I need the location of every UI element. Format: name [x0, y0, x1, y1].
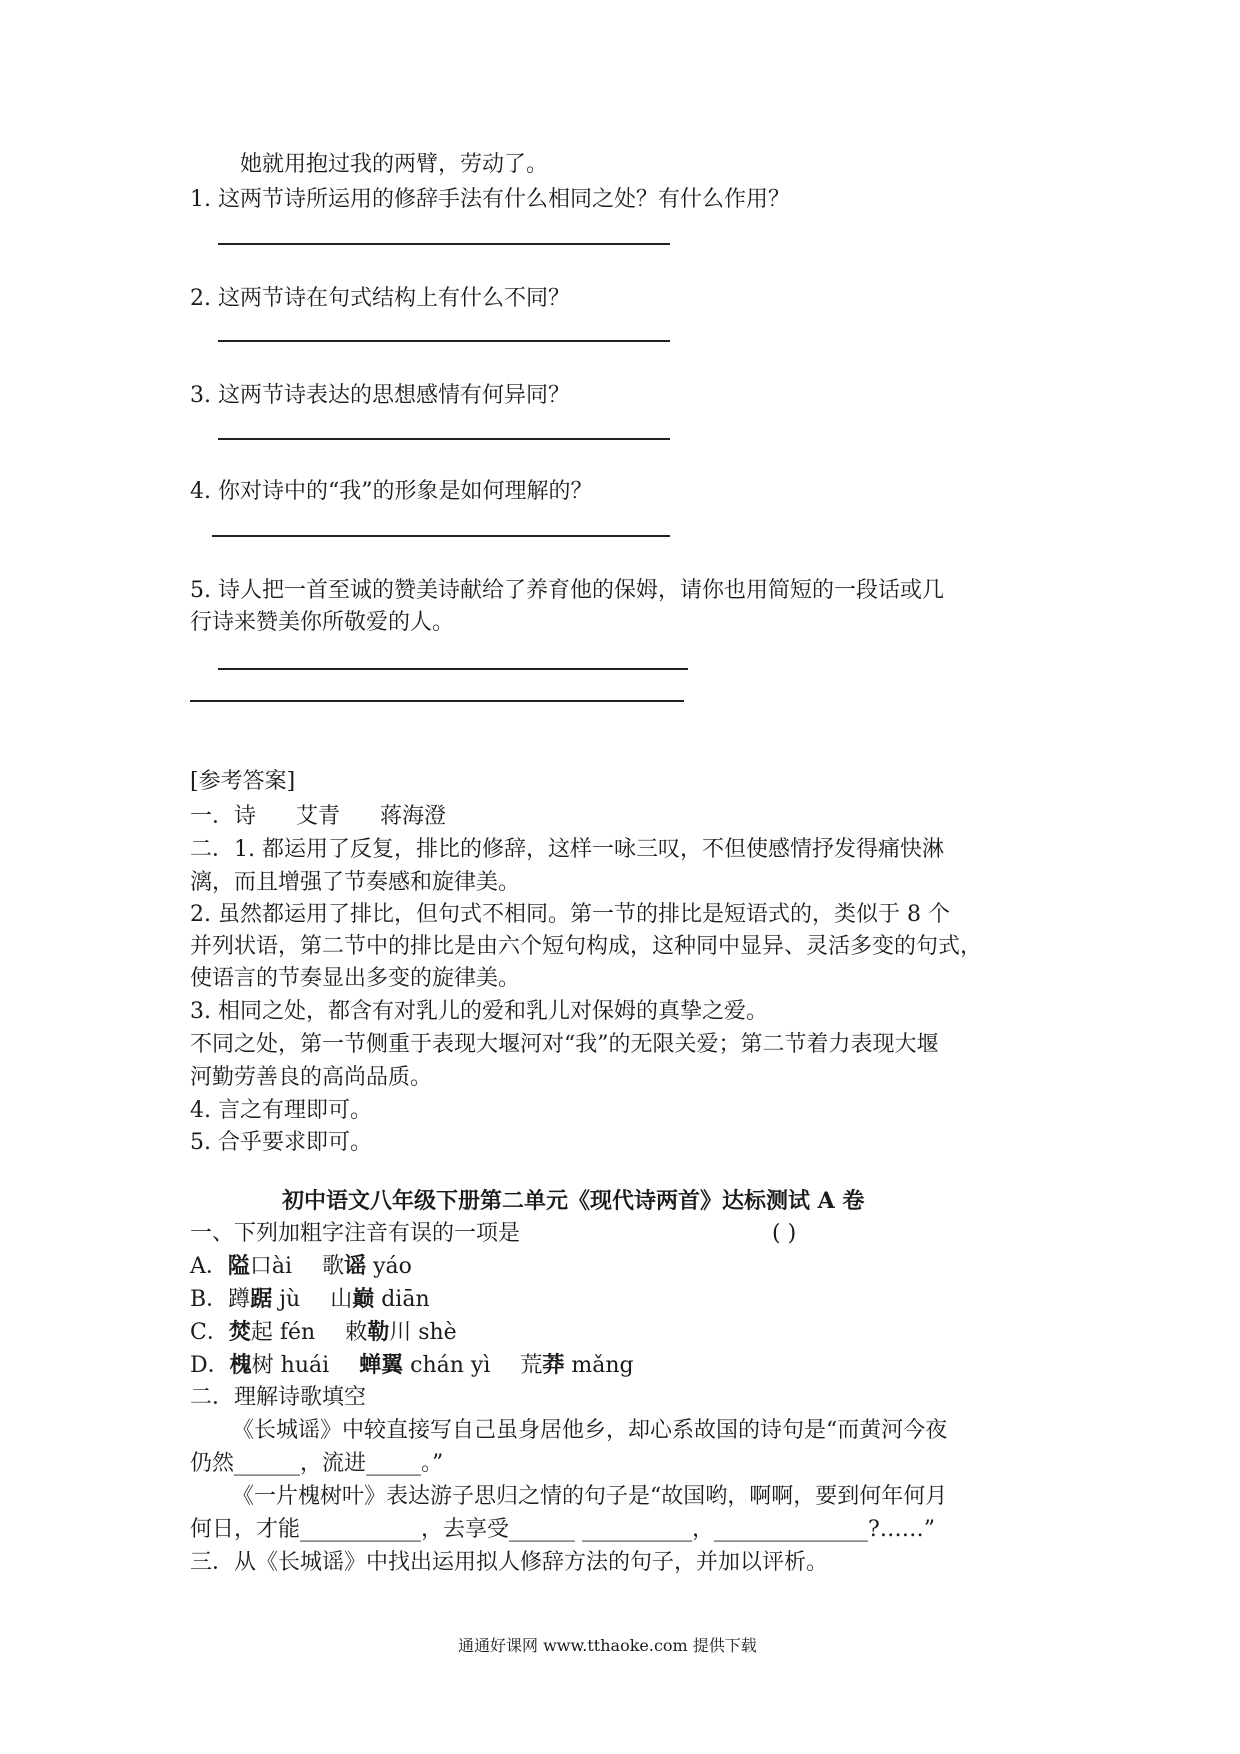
- answer-line-1[interactable]: [218, 243, 670, 245]
- question-5-line1: 5. 诗人把一首至诚的赞美诗献给了养育他的保姆，请你也用简短的一段话或几: [190, 578, 944, 603]
- bold-char: 勒: [367, 1319, 390, 1345]
- test-q2-line[interactable]: 仍然______，流进_____。”: [190, 1451, 444, 1476]
- answer-line-5a[interactable]: [218, 668, 688, 670]
- bold-char: 踞: [250, 1286, 273, 1312]
- answer-line-5b[interactable]: [190, 700, 684, 702]
- test-title: 初中语文八年级下册第二单元《现代诗两首》达标测试 A 卷: [282, 1188, 865, 1214]
- answer-line-4[interactable]: [212, 535, 670, 537]
- answer-line-2[interactable]: [218, 340, 670, 342]
- question-1: 1. 这两节诗所运用的修辞手法有什么相同之处？有什么作用？: [190, 187, 790, 212]
- answer-1-name2: 蒋海澄: [380, 804, 447, 829]
- answer-line: 使语言的节奏显出多变的旋律美。: [190, 966, 521, 991]
- bold-char: 莽: [542, 1352, 565, 1378]
- bold-char: 蝉翼: [359, 1352, 404, 1378]
- answer-1-prefix: 一．诗: [190, 804, 257, 829]
- bold-char: 隘: [227, 1253, 250, 1279]
- answer-line: 漓，而且增强了节奏感和旋律美。: [190, 870, 521, 895]
- question-2: 2. 这两节诗在句式结构上有什么不同？: [190, 286, 570, 311]
- test-q2-heading: 二．理解诗歌填空: [190, 1385, 367, 1410]
- test-q2-line: 《长城谣》中较直接写自己虽身居他乡，却心系故国的诗句是“而黄河今夜: [232, 1418, 948, 1443]
- answer-line: 5. 合乎要求即可。: [190, 1130, 372, 1155]
- question-3: 3. 这两节诗表达的思想感情有何异同？: [190, 383, 570, 408]
- answer-line: 二．1. 都运用了反复，排比的修辞，这样一咏三叹，不但使感情抒发得痛快淋: [190, 837, 944, 862]
- poem-last-line: 她就用抱过我的两臂，劳动了。: [240, 152, 549, 177]
- answer-1: [190, 806, 446, 828]
- footer-credit: 通通好课网 www.tthaoke.com 提供下载: [458, 1636, 757, 1655]
- answer-1-name1: 艾青: [296, 804, 341, 829]
- test-q1-bracket[interactable]: ( ): [772, 1221, 797, 1246]
- answer-line: 河勤劳善良的高尚品质。: [190, 1065, 433, 1090]
- option-c[interactable]: C．焚起 fén 敕勒川 shè: [190, 1319, 457, 1345]
- bold-char: 槐: [229, 1352, 252, 1378]
- answer-line: 并列状语，第二节中的排比是由六个短句构成，这种同中显异、灵活多变的句式，: [190, 934, 983, 959]
- option-d[interactable]: D．槐树 huái 蝉翼 chán yì 荒莽 mǎng: [190, 1352, 634, 1378]
- test-q2-line[interactable]: 何日，才能___________，去享受______ __________，______________?……”: [190, 1517, 936, 1542]
- bold-char: 巅: [352, 1286, 375, 1312]
- test-q1: 一、下列加粗字注音有误的一项是: [190, 1221, 521, 1246]
- option-a[interactable]: A．隘口ài 歌谣 yáo: [190, 1253, 412, 1279]
- bold-char: 焚: [228, 1319, 251, 1345]
- answer-line: 不同之处，第一节侧重于表现大堰河对“我”的无限关爱；第二节着力表现大堰: [190, 1032, 939, 1057]
- answers-heading: [参考答案]: [190, 769, 296, 794]
- test-q3: 三．从《长城谣》中找出运用拟人修辞方法的句子，并加以评析。: [190, 1550, 829, 1575]
- answer-line: 2. 虽然都运用了排比，但句式不相同。第一节的排比是短语式的，类似于 8 个: [190, 902, 950, 927]
- question-4: 4. 你对诗中的“我”的形象是如何理解的？: [190, 479, 593, 504]
- question-5-line2: 行诗来赞美你所敬爱的人。: [190, 610, 455, 635]
- option-b[interactable]: B．蹲踞 jù 山巅 diān: [190, 1286, 430, 1312]
- answer-line-3[interactable]: [218, 438, 670, 440]
- answer-line: 3. 相同之处，都含有对乳儿的爱和乳儿对保姆的真挚之爱。: [190, 999, 768, 1024]
- test-q2-line: 《一片槐树叶》表达游子思归之情的句子是“故国哟，啊啊，要到何年何月: [232, 1484, 948, 1509]
- answer-line: 4. 言之有理即可。: [190, 1098, 372, 1123]
- bold-char: 谣: [344, 1253, 367, 1279]
